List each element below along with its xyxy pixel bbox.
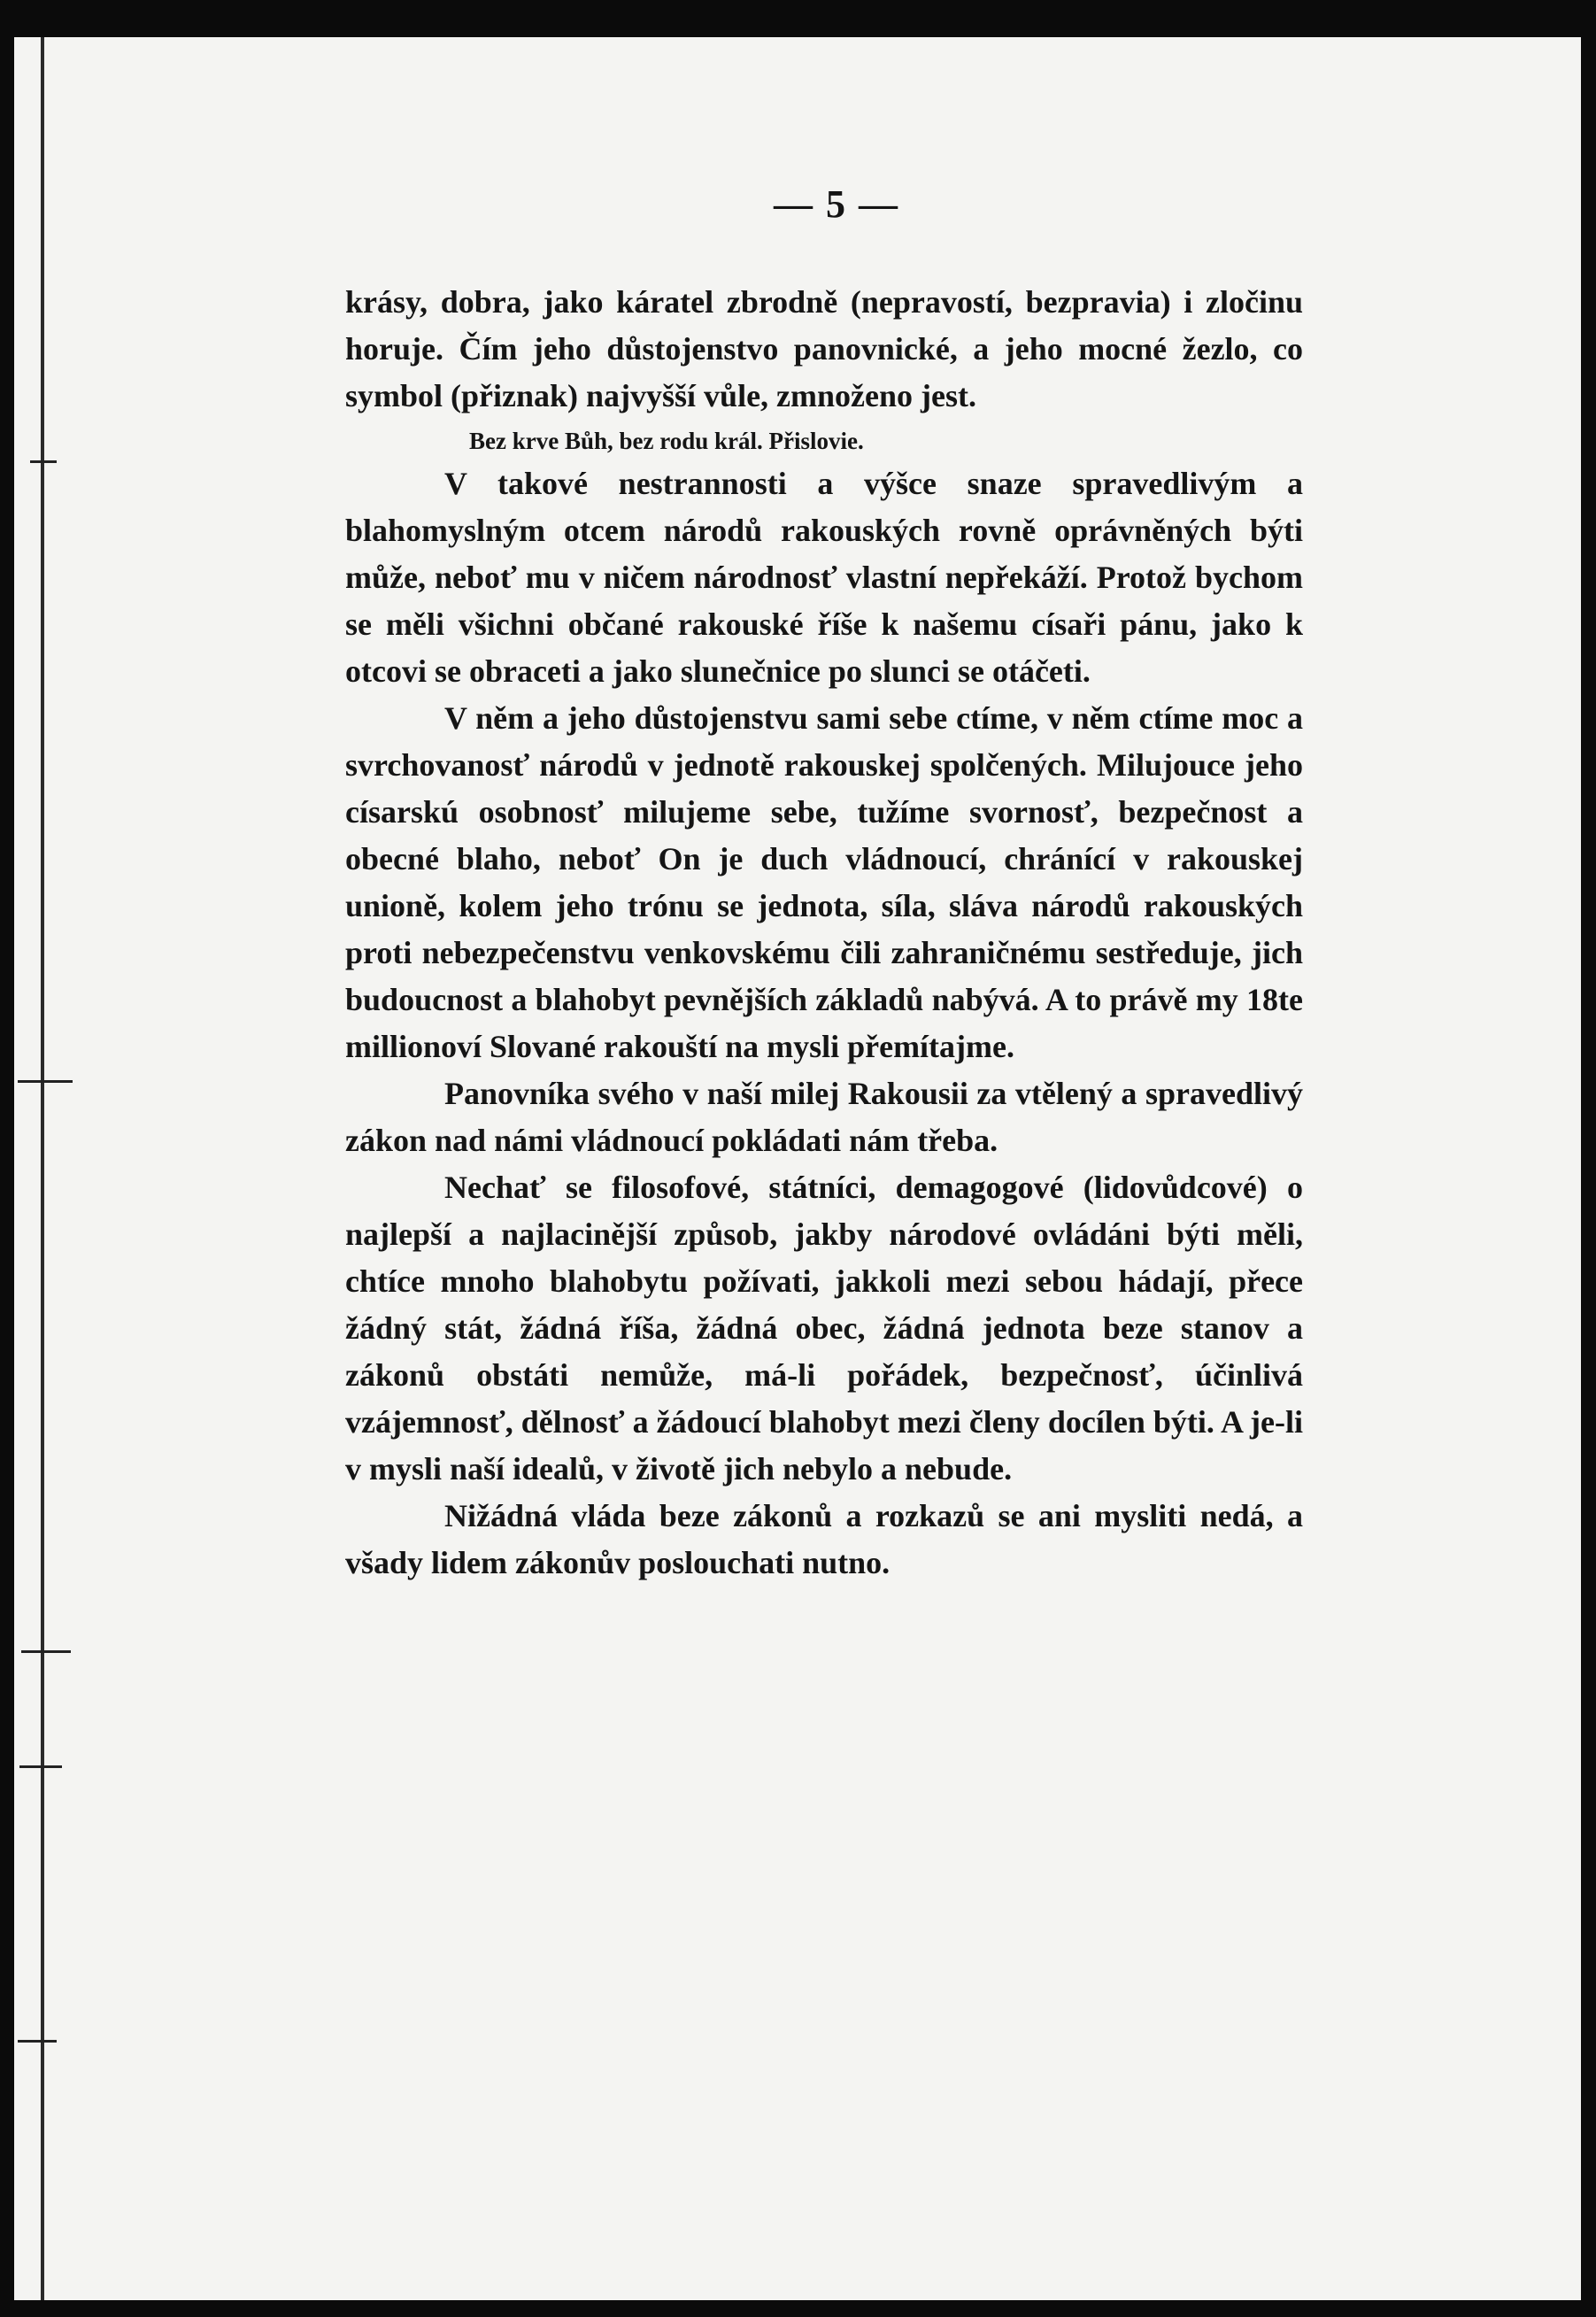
binding-mark [30, 460, 57, 463]
page-number: — 5 — [774, 182, 899, 226]
paragraph: Panovníka svého v naší milej Rakousii za vtělený a spravedlivý zákon nad námi vládnoucí pokládati nám třeba. [345, 1076, 1303, 1158]
paragraph: krásy, dobra, jako káratel zbrodně (nepravostí, bezpravia) i zločinu horuje. Čím jeho důstojenstvo panovnické, a jeho mocné žezlo, co symbol (přiznak) najvyšší vůle, zmnoženo jest. [345, 284, 1303, 413]
paragraph: V něm a jeho důstojenstvu sami sebe ctíme, v něm ctíme moc a svrchovanosť národů v jednotě rakouskej spolčených. Milujouce jeho císarskú osobnosť milujeme sebe, tužíme svornosť, bezpečnost a obecné blaho, neboť On je duch vládnoucí, chránící v rakouskej unioně, kolem jeho trónu se jednota, síla, sláva národů rakouských proti nebezpečenstvu venkovskému čili zahraničnému sestředuje, jich budoucnost a blahobyt pevnějších základů nabývá. A to právě my 18te millionoví Slované rakouští na mysli přemítajme. [345, 700, 1303, 1064]
body-text [345, 279, 1303, 1587]
binding-mark [19, 1765, 62, 1768]
binding-mark [21, 1650, 71, 1653]
paragraph: Nižádná vláda beze zákonů a rozkazů se ani mysliti nedá, a všady lidem zákonův poslouchati nutno. [345, 1498, 1303, 1580]
binding-mark [18, 2040, 57, 2043]
paragraph: V takové nestrannosti a výšce snaze spravedlivým a blahomyslným otcem národů rakouských rovně oprávněných býti může, neboť mu v ničem národnosť vlastní nepřekáží. Protož bychom se měli všichni občané rakouské říše k našemu císaři pánu, jako k otcovi se obraceti a jako slunečnice po slunci se otáčeti. [345, 466, 1303, 689]
binding-mark [18, 1080, 73, 1083]
binding-edge [41, 37, 44, 2300]
proverb-line: Bez krve Bůh, bez rodu král. Přislovie. [469, 428, 864, 454]
paragraph: Nechať se filosofové, státníci, demagogové (lidovůdcové) o najlepší a najlacinější způsob, jakby národové ovládáni býti měli, chtíce mnoho blahobytu požívati, jakkoli mezi sebou hádají, přece žádný stát, žádná říša, žádná obec, žádná jednota beze stanov a zákonů obstáti nemůže, má-li pořádek, bezpečnosť, účinlivá vzájemnosť, dělnosť a žádoucí blahobyt mezi členy docílen býti. A je-li v mysli naší idealů, v životě jich nebylo a nebude. [345, 1170, 1303, 1487]
